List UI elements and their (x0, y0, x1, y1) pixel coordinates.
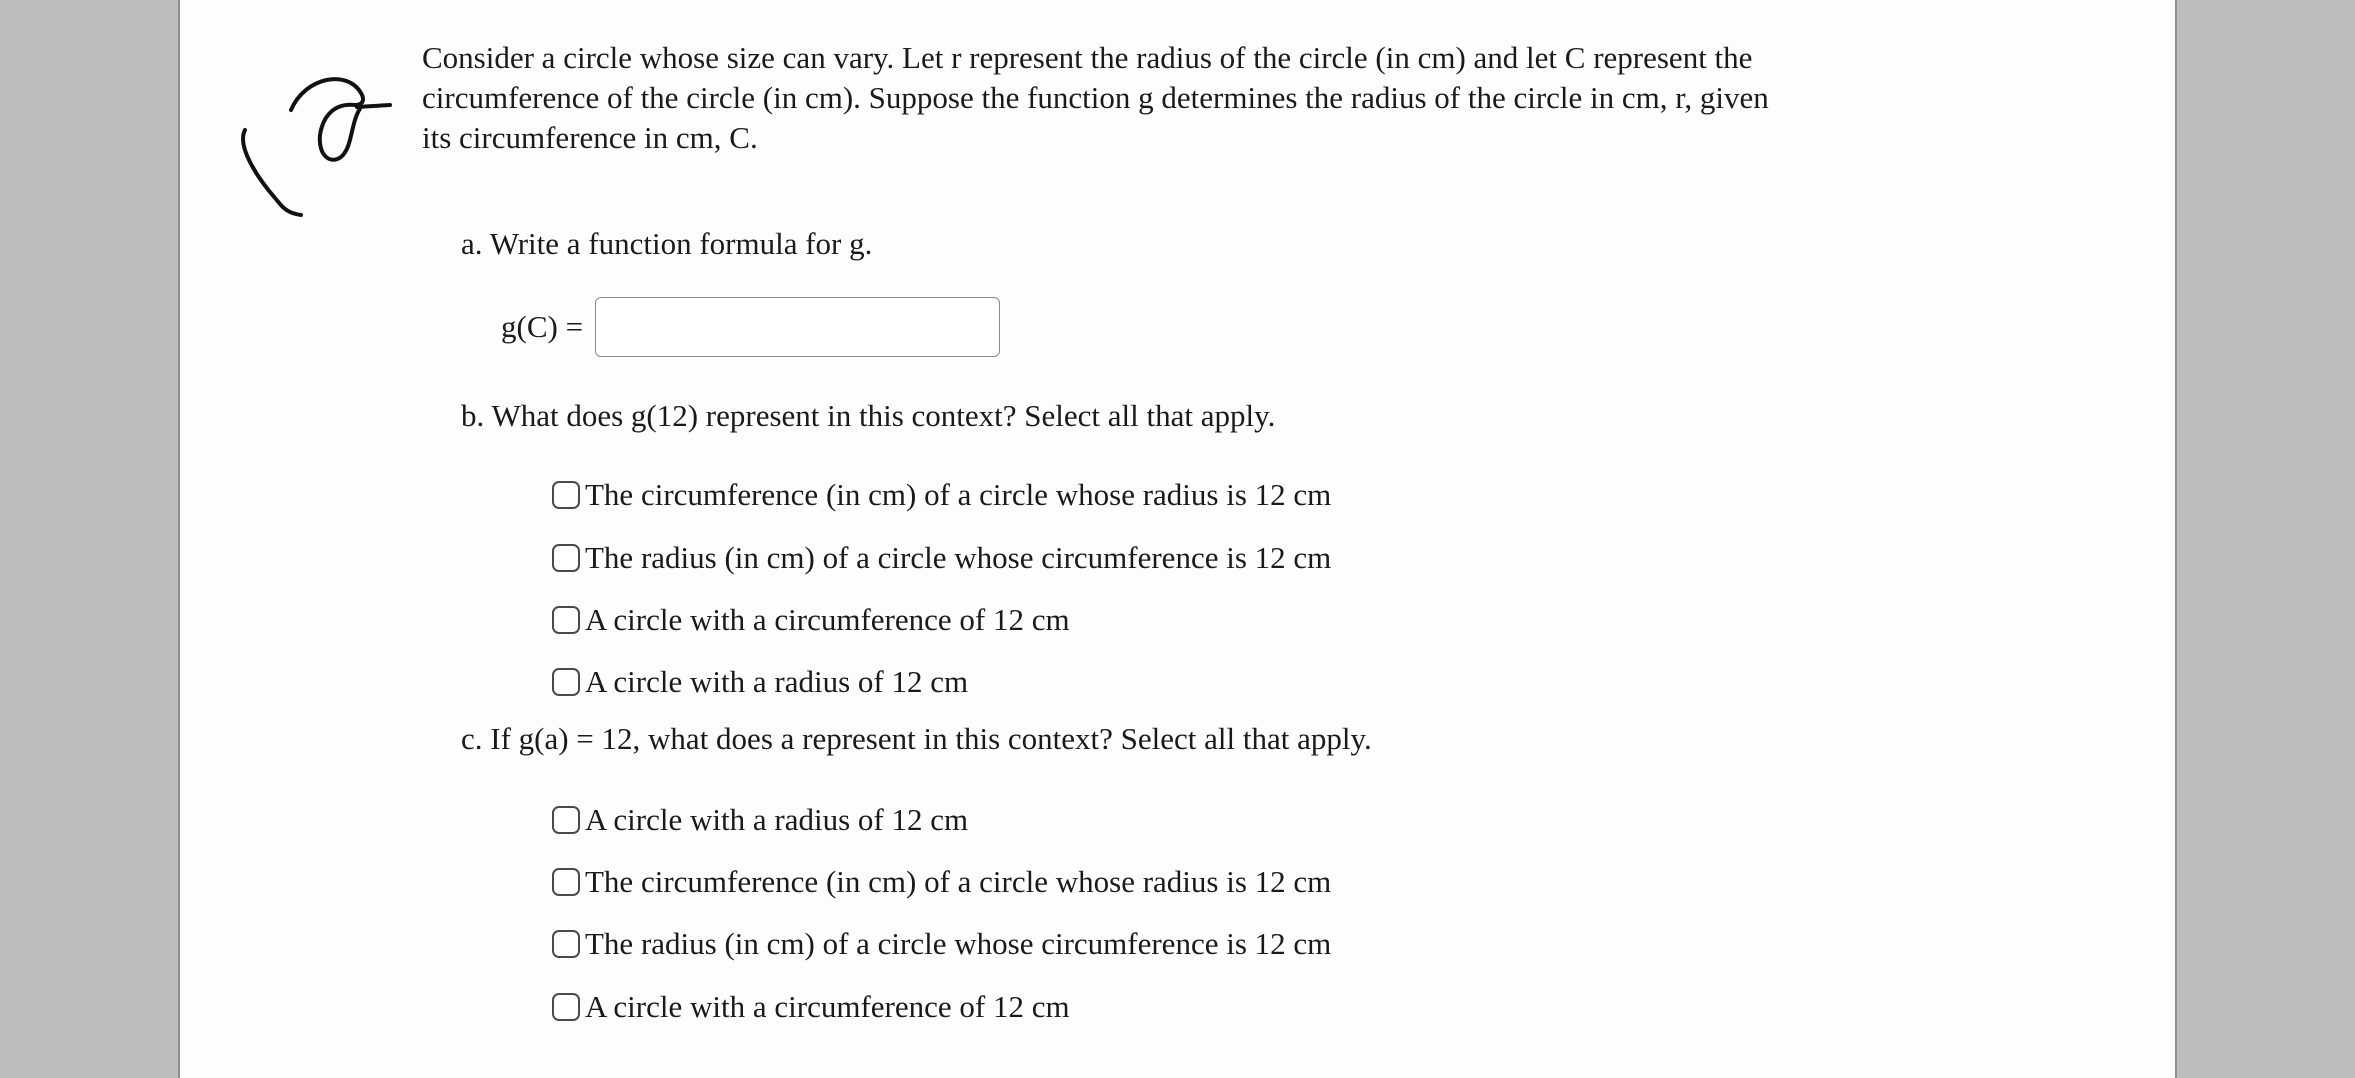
checkbox[interactable] (552, 668, 580, 696)
g-formula-input[interactable] (595, 297, 1000, 357)
option-label: A circle with a circumference of 12 cm (585, 602, 1070, 637)
checkbox[interactable] (552, 606, 580, 634)
part-c-option-2[interactable] (552, 862, 1331, 902)
part-c-option-3[interactable] (552, 924, 1331, 964)
prompt-line: its circumference in cm, C. (422, 120, 758, 155)
part-b-option-4[interactable] (552, 662, 968, 702)
checkbox[interactable] (552, 930, 580, 958)
part-b-option-1[interactable] (552, 475, 1331, 515)
option-label: The circumference (in cm) of a circle whose radius is 12 cm (585, 477, 1332, 512)
checkbox[interactable] (552, 806, 580, 834)
checkbox[interactable] (552, 481, 580, 509)
checkbox[interactable] (552, 544, 580, 572)
prompt-line: Consider a circle whose size can vary. Let r represent the radius of the circle (in cm) and let C represent the (422, 40, 1753, 75)
part-c-option-4[interactable] (552, 987, 1070, 1027)
part-b-label: b. What does g(12) represent in this context? Select all that apply. (461, 398, 1276, 433)
part-c-option-1[interactable] (552, 800, 968, 840)
option-label: The circumference (in cm) of a circle whose radius is 12 cm (585, 864, 1332, 899)
part-b-option-3[interactable] (552, 600, 1070, 640)
formula-row (501, 297, 1000, 357)
prompt-line: circumference of the circle (in cm). Suppose the function g determines the radius of the circle in cm, r, given (422, 80, 1769, 115)
worksheet-page (178, 0, 2177, 1078)
question-prompt (422, 38, 1862, 158)
formula-lhs: g(C) = (501, 309, 584, 344)
option-label: The radius (in cm) of a circle whose circumference is 12 cm (585, 926, 1332, 961)
checkbox[interactable] (552, 868, 580, 896)
option-label: The radius (in cm) of a circle whose circumference is 12 cm (585, 540, 1332, 575)
option-label: A circle with a circumference of 12 cm (585, 989, 1070, 1024)
checkbox[interactable] (552, 993, 580, 1021)
part-c-label: c. If g(a) = 12, what does a represent in this context? Select all that apply. (461, 721, 1372, 756)
part-b-option-2[interactable] (552, 538, 1331, 578)
option-label: A circle with a radius of 12 cm (585, 664, 969, 699)
handwritten-annotation (235, 75, 395, 225)
option-label: A circle with a radius of 12 cm (585, 802, 969, 837)
part-a-label: a. Write a function formula for g. (461, 226, 873, 261)
